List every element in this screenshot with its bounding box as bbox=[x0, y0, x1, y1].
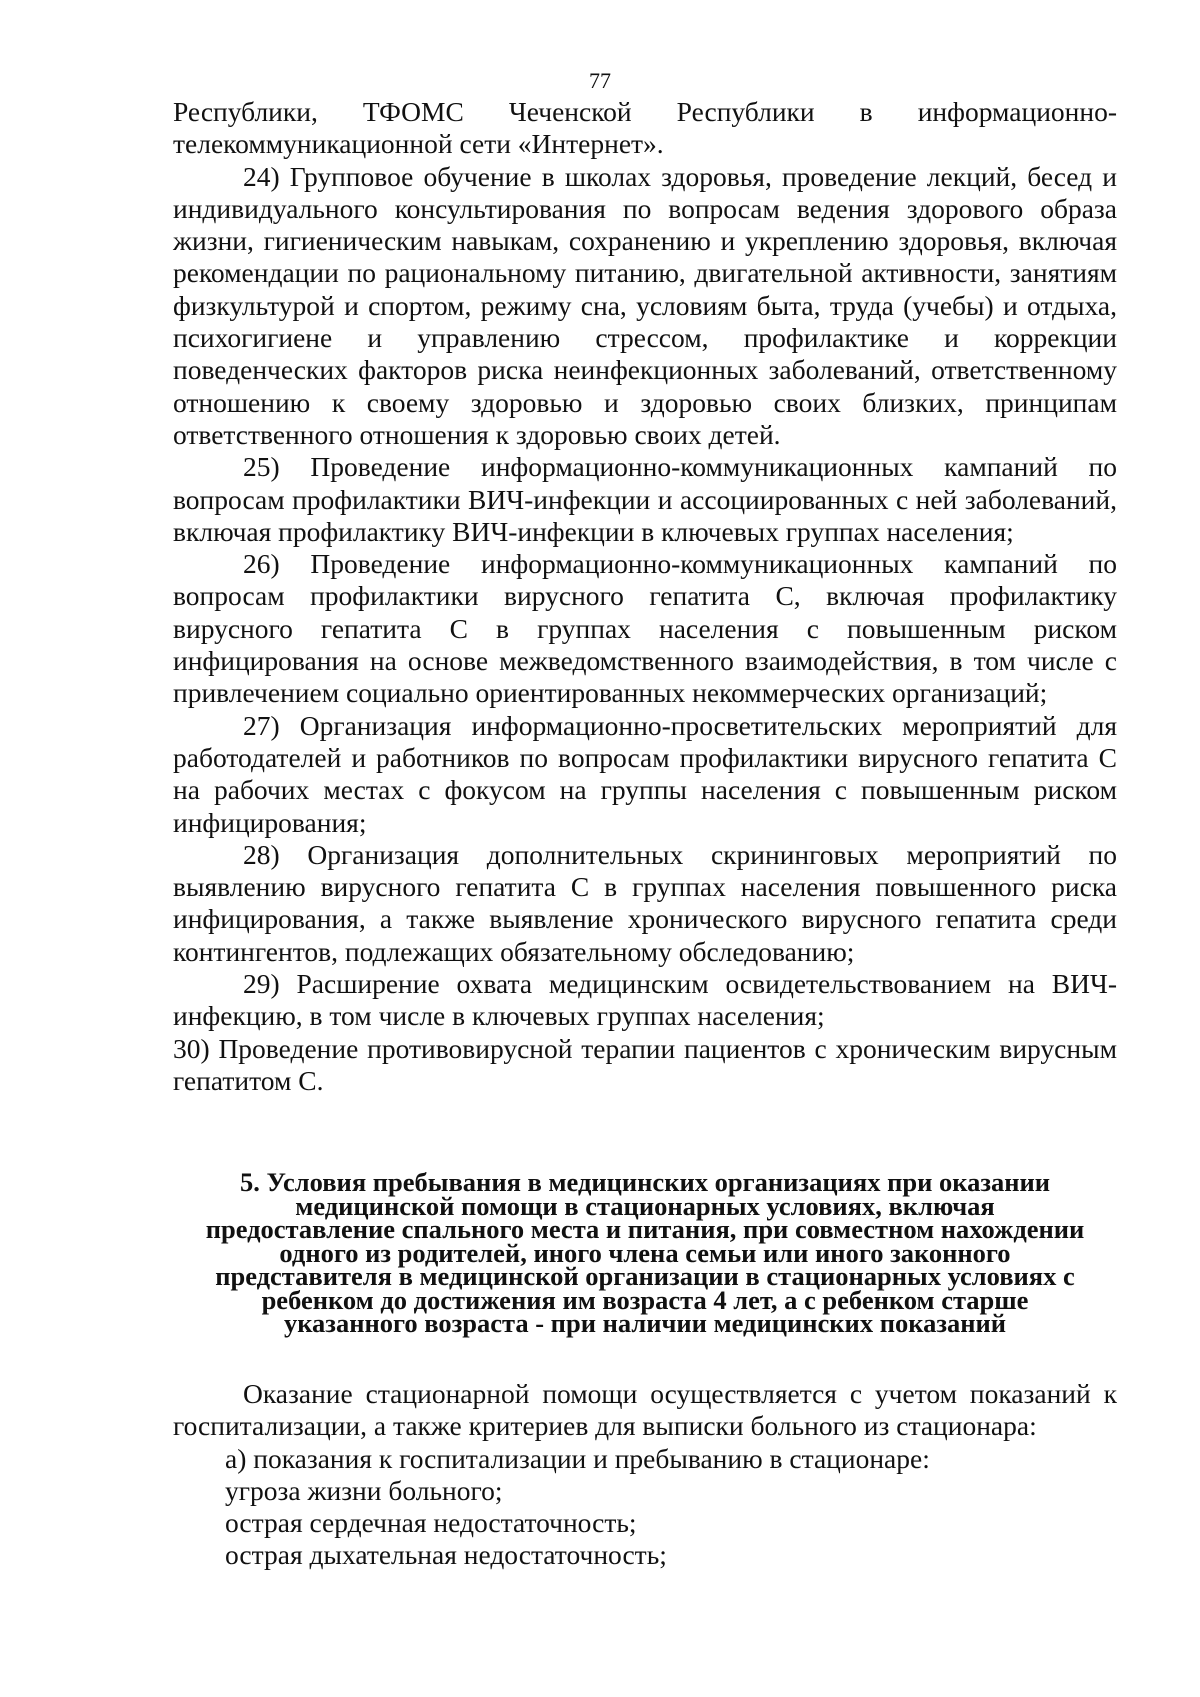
paragraph-item-24: 24) Групповое обучение в школах здоровья, проведение лекций, бесед и индивидуального консультирования по вопросам ведения здорового образа жизни, гигиеническим навыкам, сохранению и укреплению здоровья, включая рекомендации по рациональному питанию, двигательной активности, занятиям физкультурой и спортом, режиму сна, условиям быта, труда (учебы) и отдыха, психогигиене и управлению стрессом, профилактике и коррекции поведенческих факторов риска неинфекционных заболеваний, ответственному отношению к своему здоровью и здоровью своих близких, принципам ответственного отношения к здоровью своих детей. bbox=[173, 160, 1117, 450]
paragraph-item-29: 29) Расширение охвата медицинским освидетельствованием на ВИЧ-инфекцию, в том числе в ключевых группах населения; bbox=[173, 968, 1117, 1032]
paragraph-item-30: 30) Проведение противовирусной терапии пациентов с хроническим вирусным гепатитом С. bbox=[173, 1032, 1117, 1096]
section-intro-paragraph: Оказание стационарной помощи осуществляется с учетом показаний к госпитализации, а также критериев для выписки больного из стационара: bbox=[173, 1378, 1117, 1442]
section-heading-line: указанного возраста - при наличии медицинских показаний bbox=[283, 1308, 1007, 1338]
document-body bbox=[173, 96, 1117, 1097]
section-heading-line: медицинской помощи в стационарных условиях, включая bbox=[295, 1190, 995, 1221]
section-heading-line: 5. Условия пребывания в медицинских организациях при оказании bbox=[239, 1167, 1051, 1197]
section-heading bbox=[173, 1167, 1117, 1338]
list-item: а) показания к госпитализации и пребыванию в стационаре: bbox=[225, 1442, 930, 1474]
paragraph-item-25: 25) Проведение информационно-коммуникационных кампаний по вопросам профилактики ВИЧ-инфекции и ассоциированных с ней заболеваний, включая профилактику ВИЧ-инфекции в ключевых группах населения; bbox=[173, 451, 1117, 547]
paragraph-continuation: Республики, ТФОМС Чеченской Республики в информационно-телекоммуникационной сети «Интернет». bbox=[173, 96, 1117, 160]
paragraph-item-27: 27) Организация информационно-просветительских мероприятий для работодателей и работников по вопросам профилактики вирусного гепатита С на рабочих местах с фокусом на группы населения с повышенным риском инфицирования; bbox=[173, 709, 1117, 838]
section-heading-line: представителя в медицинской организации в стационарных условиях с bbox=[215, 1261, 1075, 1291]
list-item: угроза жизни больного; bbox=[225, 1474, 503, 1506]
section-body bbox=[173, 1378, 1117, 1572]
paragraph-item-26: 26) Проведение информационно-коммуникационных кампаний по вопросам профилактики вирусного гепатита С, включая профилактику вирусного гепатита С в группах населения с повышенным риском инфицирования на основе межведомственного взаимодействия, в том числе с привлечением социально ориентированных некоммерческих организаций; bbox=[173, 548, 1117, 709]
section-heading-line: одного из родителей, иного члена семьи или иного законного bbox=[279, 1237, 1011, 1268]
section-heading-line: ребенком до достижения им возраста 4 лет, а с ребенком старше bbox=[261, 1284, 1029, 1315]
list-item: острая сердечная недостаточность; bbox=[225, 1507, 637, 1539]
section-heading-line: предоставление спального места и питания, при совместном нахождении bbox=[205, 1214, 1085, 1244]
list-item: острая дыхательная недостаточность; bbox=[225, 1539, 667, 1571]
paragraph-item-28: 28) Организация дополнительных скрининговых мероприятий по выявлению вирусного гепатита С в группах населения повышенного риска инфицирования, а также выявление хронического вирусного гепатита среди контингентов, подлежащих обязательному обследованию; bbox=[173, 838, 1117, 967]
page-number: 77 bbox=[589, 68, 611, 93]
